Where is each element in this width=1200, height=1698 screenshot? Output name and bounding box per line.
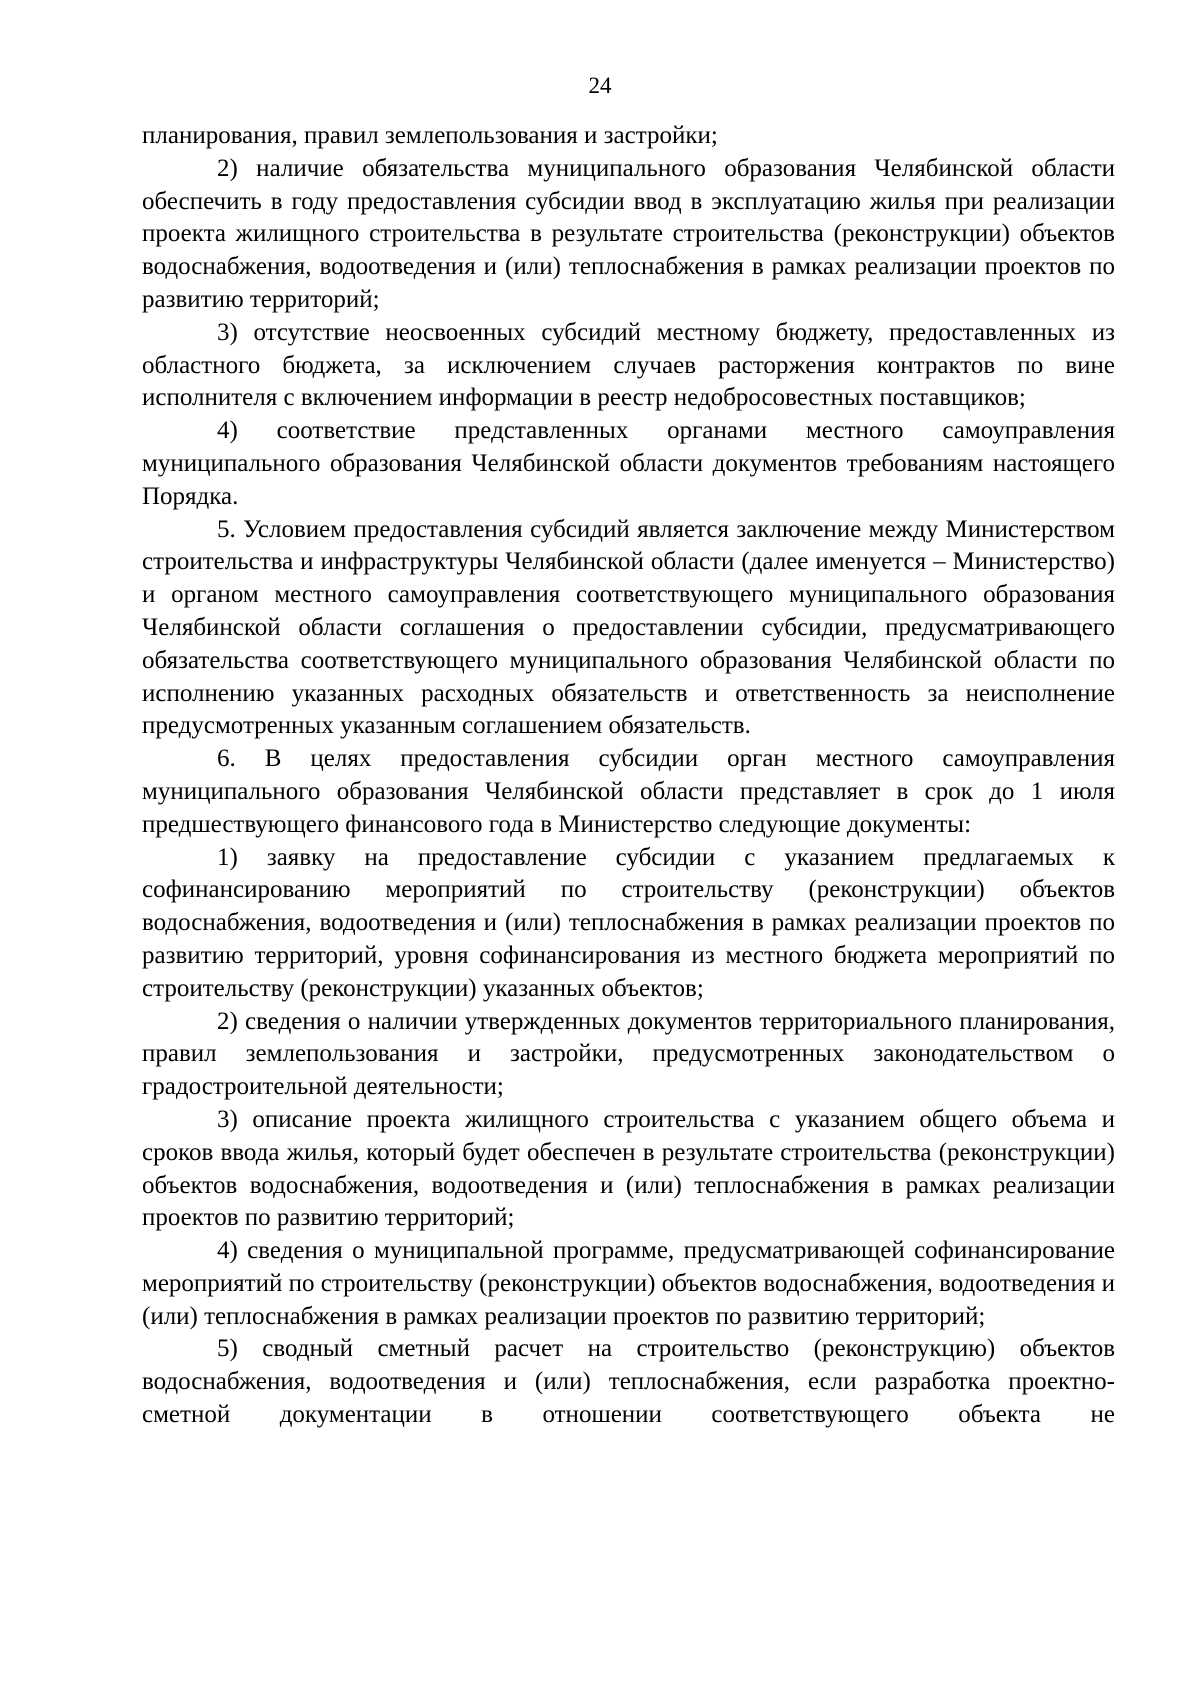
paragraph-condition-2: 2) наличие обязательства муниципального образования Челябинской области обеспечить в году предоставления субсидии ввод в эксплуатацию жилья при реализации проекта жилищного строительства в результате строительства (реконструкции) объектов водоснабжения, водоотведения и (или) теплоснабжения в рамках реализации проектов по развитию территорий; [142,154,1115,313]
paragraph-document-2: 2) сведения о наличии утвержденных документов территориального планирования, правил землепользования и застройки, предусмотренных законодательством о градостроительной деятельности; [142,1007,1115,1101]
paragraph-condition-3: 3) отсутствие неосвоенных субсидий местному бюджету, предоставленных из областного бюджета, за исключением случаев расторжения контрактов по вине исполнителя с включением информации в реестр недобросовестных поставщиков; [142,318,1115,412]
paragraph-condition-4: 4) соответствие представленных органами местного самоуправления муниципального образования Челябинской области документов требованиям настоящего Порядка. [142,417,1115,510]
paragraph-document-5: 5) сводный сметный расчет на строительство (реконструкцию) объектов водоснабжения, водоотведения и (или) теплоснабжения, если разработка проектно-сметной документации в отношении соответствующего объекта не [142,1335,1115,1429]
paragraph-document-3: 3) описание проекта жилищного строительства с указанием общего объема и сроков ввода жилья, который будет обеспечен в результате строительства (реконструкции) объектов водоснабжения, водоотведения и (или) теплоснабжения в рамках реализации проектов по развитию территорий; [142,1105,1115,1232]
document-body [142,120,1115,1432]
paragraph-clause-5: 5. Условием предоставления субсидий является заключение между Министерством строительства и инфраструктуры Челябинской области (далее именуется – Министерство) и органом местного самоуправления соответствующего муниципального образования Челябинской области соглашения о предоставлении субсидии, предусматривающего обязательства соответствующего муниципального образования Челябинской области по исполнению указанных расходных обязательств и ответственность за неисполнение предусмотренных указанным соглашением обязательств. [142,515,1115,740]
paragraph-clause-6: 6. В целях предоставления субсидии орган местного самоуправления муниципального образования Челябинской области представляет в срок до 1 июля предшествующего финансового года в Министерство следующие документы: [142,745,1115,838]
page-number: 24 [588,73,612,98]
paragraph-document-4: 4) сведения о муниципальной программе, предусматривающей софинансирование мероприятий по строительству (реконструкции) объектов водоснабжения, водоотведения и (или) теплоснабжения в рамках реализации проектов по развитию территорий; [142,1237,1115,1330]
paragraph-continuation: планирования, правил землепользования и застройки; [142,122,718,149]
paragraph-document-1: 1) заявку на предоставление субсидии с указанием предлагаемых к софинансированию мероприятий по строительству (реконструкции) объектов водоснабжения, водоотведения и (или) теплоснабжения в рамках реализации проектов по развитию территорий, уровня софинансирования из местного бюджета мероприятий по строительству (реконструкции) указанных объектов; [142,843,1115,1002]
